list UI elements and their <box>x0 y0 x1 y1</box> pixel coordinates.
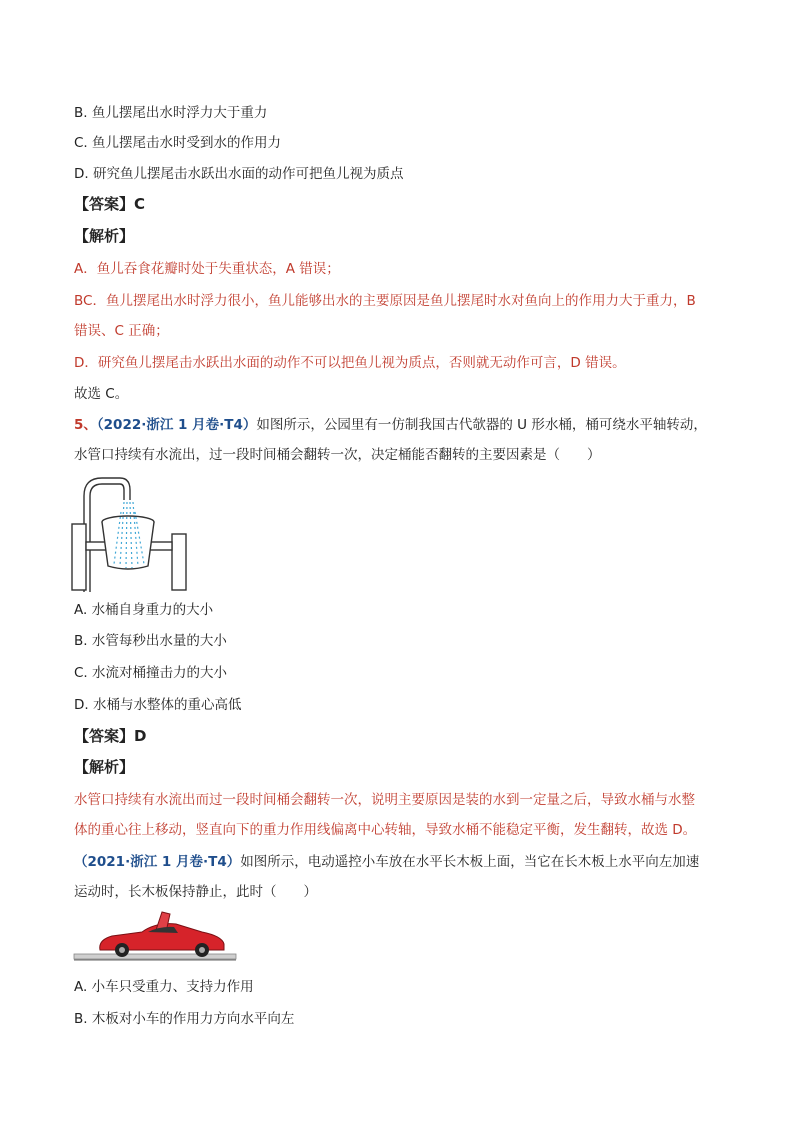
question-source: （2021·浙江 1 月卷·T4） <box>74 854 241 870</box>
u-bucket-figure <box>68 472 194 592</box>
answer-label: 【答案】C <box>74 195 146 213</box>
question-6-stem-line-1 <box>74 853 699 871</box>
question-source: （2022·浙江 1 月卷·T4） <box>96 417 257 433</box>
option-c: C. 鱼儿摆尾击水时受到水的作用力 <box>74 135 282 151</box>
analysis-line: D．研究鱼儿摆尾击水跃出水面的动作不可以把鱼儿视为质点，否则就无动作可言，D 错误。 <box>74 355 626 371</box>
q5-option-b: B. 水管每秒出水量的大小 <box>74 633 227 649</box>
q5-analysis-line: 水管口持续有水流出而过一段时间桶会翻转一次，说明主要原因是装的水到一定量之后，导致水桶与水整 <box>74 792 695 808</box>
option-d: D. 研究鱼儿摆尾击水跃出水面的动作可把鱼儿视为质点 <box>74 166 404 182</box>
q6-option-b: B. 木板对小车的作用力方向水平向左 <box>74 1011 295 1027</box>
analysis-line: BC．鱼儿摆尾出水时浮力很小，鱼儿能够出水的主要原因是鱼儿摆尾时水对鱼向上的作用力大于重力，B <box>74 293 696 309</box>
q5-option-d: D. 水桶与水整体的重心高低 <box>74 697 242 713</box>
q6-option-a: A. 小车只受重力、支持力作用 <box>74 979 254 995</box>
question-6-stem-line-2: 运动时，长木板保持静止，此时（ ） <box>74 884 317 900</box>
q5-analysis-line: 体的重心往上移动，竖直向下的重力作用线偏离中心转轴，导致水桶不能稳定平衡，发生翻转，故选 D。 <box>74 822 697 838</box>
q5-option-a: A. 水桶自身重力的大小 <box>74 602 214 618</box>
analysis-line: 错误、C 正确； <box>74 323 169 339</box>
q5-answer-label: 【答案】D <box>74 727 147 745</box>
q5-analysis-label: 【解析】 <box>74 758 135 776</box>
conclusion-line: 故选 C。 <box>74 386 129 402</box>
option-b: B. 鱼儿摆尾出水时浮力大于重力 <box>74 105 268 121</box>
question-number: 5、 <box>74 417 97 433</box>
question-5-stem-line-1 <box>74 416 707 434</box>
question-stem: 如图所示，公园里有一仿制我国古代欹器的 U 形水桶，桶可绕水平轴转动， <box>256 417 707 433</box>
toy-car-figure <box>72 908 240 966</box>
question-stem: 如图所示，电动遥控小车放在水平长木板上面，当它在长木板上水平向左加速 <box>240 854 700 870</box>
q5-option-c: C. 水流对桶撞击力的大小 <box>74 665 228 681</box>
question-5-stem-line-2: 水管口持续有水流出，过一段时间桶会翻转一次，决定桶能否翻转的主要因素是（ ） <box>74 447 601 463</box>
analysis-line: A．鱼儿吞食花瓣时处于失重状态，A 错误； <box>74 261 340 277</box>
analysis-label: 【解析】 <box>74 227 135 245</box>
